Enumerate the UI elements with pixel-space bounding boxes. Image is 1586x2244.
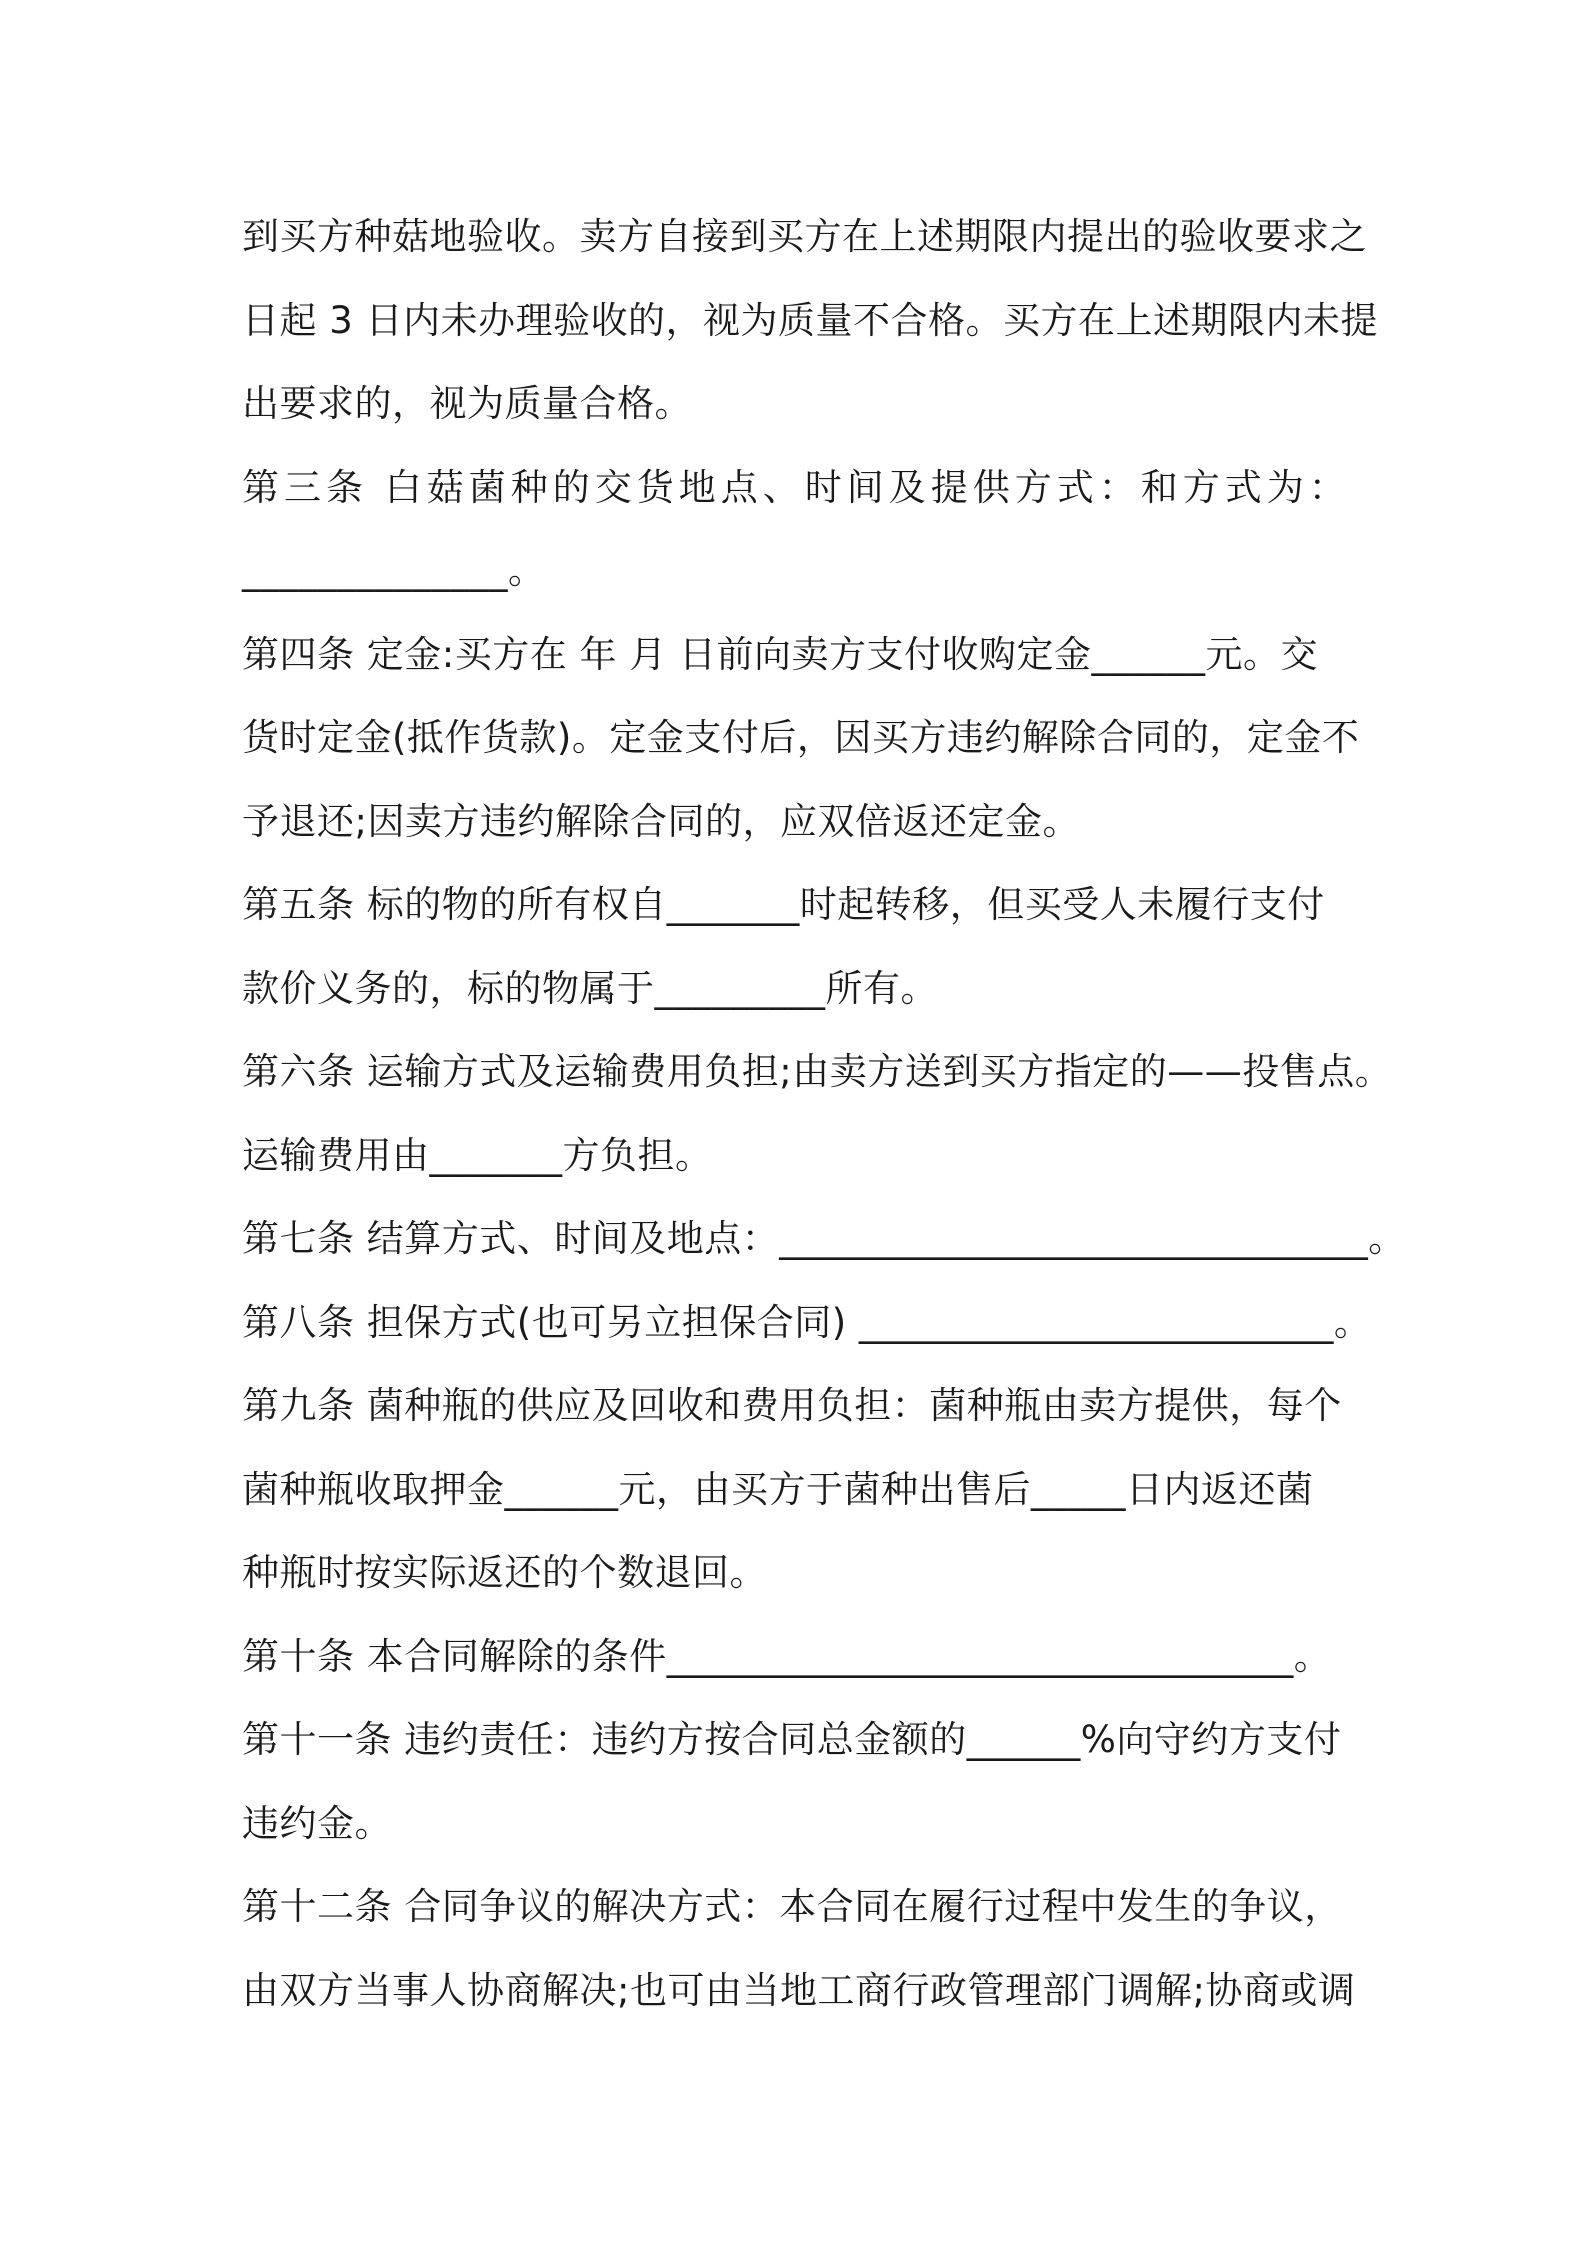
clause-6: 第六条 运输方式及运输费用负担;由卖方送到买方指定的——投售点。: [242, 1050, 1393, 1093]
text-line: 菌种瓶收取押金______元，由买方于菌种出售后_____日内返还菌: [242, 1467, 1314, 1511]
text-line: 种瓶时按实际返还的个数退回。: [242, 1551, 767, 1594]
clause-11: 第十一条 违约责任：违约方按合同总金额的______%向守约方支付: [242, 1718, 1342, 1761]
text-line: 出要求的，视为质量合格。: [242, 382, 692, 425]
text-line: 予退还;因卖方违约解除合同的，应双倍返还定金。: [242, 799, 1080, 843]
clause-7: 第七条 结算方式、时间及地点：_______________________________。: [242, 1217, 1406, 1260]
clause-12: 第十二条 合同争议的解决方式：本合同在履行过程中发生的争议，: [242, 1885, 1342, 1928]
text-line: 到买方种菇地验收。卖方自接到买方在上述期限内提出的验收要求之: [242, 215, 1367, 258]
clause-9: 第九条 菌种瓶的供应及回收和费用负担：菌种瓶由卖方提供，每个: [242, 1384, 1342, 1427]
clause-8: 第八条 担保方式(也可另立担保合同) _________________________。: [242, 1300, 1372, 1344]
text-line: 违约金。: [242, 1801, 392, 1845]
clause-10: 第十条 本合同解除的条件_________________________________。: [242, 1634, 1332, 1678]
text-line: 运输费用由_______方负担。: [242, 1133, 713, 1177]
contract-body: [242, 195, 1406, 2032]
fill-in-blank-line: ______________。: [242, 549, 546, 592]
text-line: 日起 3 日内未办理验收的，视为质量不合格。买方在上述期限内未提: [242, 298, 1379, 342]
text-line: 款价义务的，标的物属于_________所有。: [242, 966, 938, 1010]
clause-5: 第五条 标的物的所有权自_______时起转移，但买受人未履行支付: [242, 883, 1325, 926]
text-line: 由双方当事人协商解决;也可由当地工商行政管理部门调解;协商或调: [242, 1968, 1356, 2012]
clause-3-heading: 第三条 白菇菌种的交货地点、时间及提供方式：和方式为：: [242, 465, 1351, 509]
text-line: 货时定金(抵作货款)。定金支付后，因买方违约解除合同的，定金不: [242, 716, 1360, 759]
clause-4: 第四条 定金:买方在 年 月 日前向卖方支付收购定金______元。交: [242, 632, 1319, 676]
